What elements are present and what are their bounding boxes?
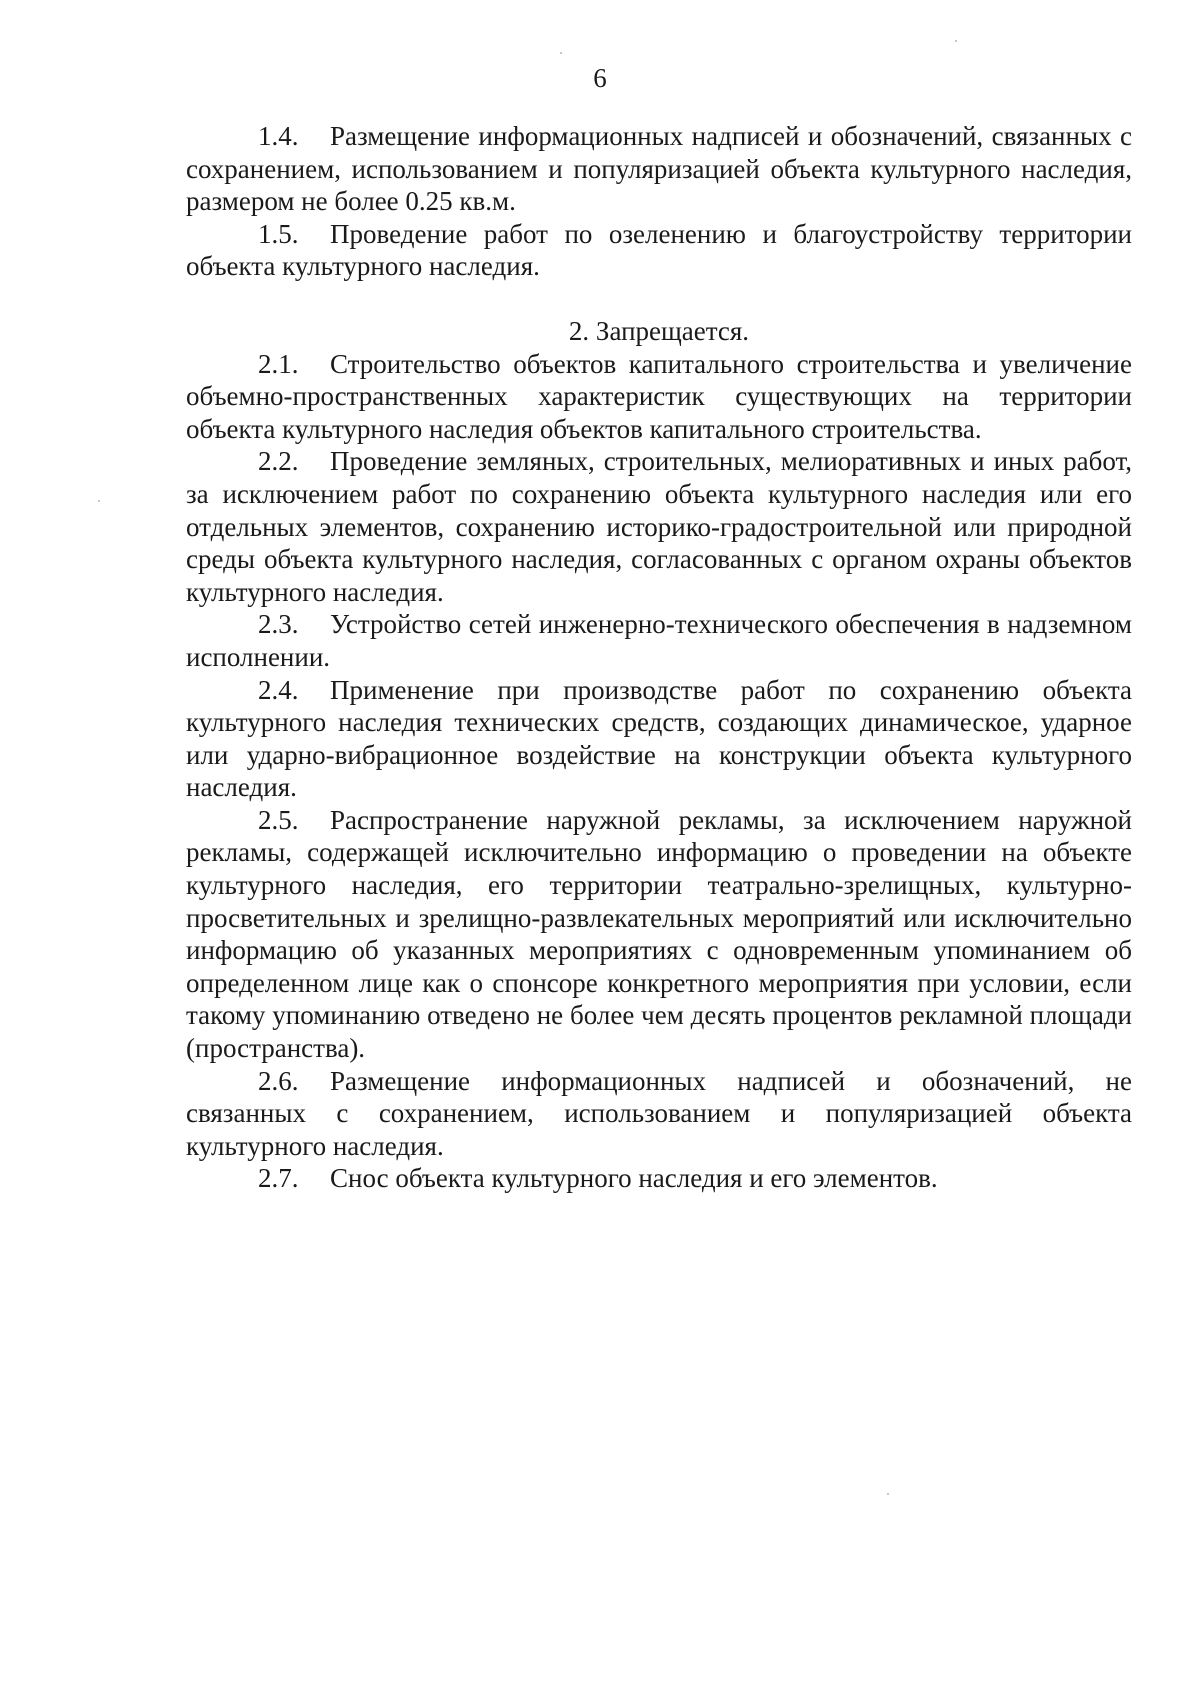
- clause-number: 2.2.: [258, 446, 299, 477]
- clause-number: 2.7.: [258, 1163, 299, 1194]
- clause-number: 2.1.: [258, 348, 299, 379]
- clause-text: Распространение наружной рекламы, за исключением наружной рекламы, содержащей исключительно информацию о проведении на объекте культурного наследия, его территории театрально-зрелищных, культурно-просветительных и зрелищно-развлекательных мероприятий или исключительно информацию об указанных мероприятиях с одновременным упоминанием об определенном лице как о спонсоре конкретного мероприятия при условии, если такому упоминанию отведено не более чем десять процентов рекламной площади (пространства).: [186, 804, 1132, 1064]
- clause-number: 1.4.: [258, 121, 299, 151]
- clause-1-4: [186, 120, 1132, 218]
- clause-text: Снос объекта культурного наследия и его элементов.: [330, 1163, 938, 1194]
- clause-text: Размещение информационных надписей и обозначений, связанных с сохранением, использованием и популяризацией объекта культурного наследия, размером не более 0.25 кв.м.: [186, 121, 1132, 217]
- page-number: 6: [593, 63, 607, 93]
- clause-2-5: [186, 804, 1132, 1065]
- clause-1-5: [186, 218, 1132, 283]
- clause-2-3: [186, 608, 1132, 673]
- document-body: [186, 120, 1132, 1195]
- clause-number: 2.3.: [258, 609, 299, 640]
- clause-text: Размещение информационных надписей и обозначений, не связанных с сохранением, использованием и популяризацией объекта культурного наследия.: [186, 1065, 1132, 1161]
- clause-2-7: [186, 1162, 1132, 1195]
- clause-2-2: [186, 445, 1132, 608]
- clause-number: 2.5.: [258, 804, 299, 835]
- clause-2-4: [186, 674, 1132, 804]
- scan-speck: [887, 1493, 889, 1495]
- clause-number: 2.4.: [258, 674, 299, 705]
- clause-text: Проведение земляных, строительных, мелиоративных и иных работ, за исключением работ по сохранению объекта культурного наследия или его отдельных элементов, сохранению историко-градостроительной или природной среды объекта культурного наследия, согласованных с органом охраны объектов культурного наследия.: [186, 446, 1132, 607]
- clause-text: Проведение работ по озеленению и благоустройству территории объекта культурного наследия.: [186, 218, 1132, 282]
- scan-speck: [98, 500, 100, 502]
- clause-2-6: [186, 1065, 1132, 1163]
- clause-number: 1.5.: [258, 218, 299, 249]
- scan-speck: [955, 40, 957, 42]
- section-heading-prohibited: 2. Запрещается.: [568, 315, 750, 346]
- clause-text: Строительство объектов капитального строительства и увеличение объемно-пространственных характеристик существующих на территории объекта культурного наследия объектов капитального строительства.: [186, 348, 1132, 444]
- clause-text: Применение при производстве работ по сохранению объекта культурного наследия технических средств, создающих динамическое, ударное или ударно-вибрационное воздействие на конструкции объекта культурного наследия.: [186, 674, 1132, 803]
- clause-number: 2.6.: [258, 1065, 299, 1096]
- clause-2-1: [186, 348, 1132, 446]
- clause-text: Устройство сетей инженерно-технического обеспечения в надземном исполнении.: [186, 609, 1132, 672]
- scan-speck: [560, 52, 562, 54]
